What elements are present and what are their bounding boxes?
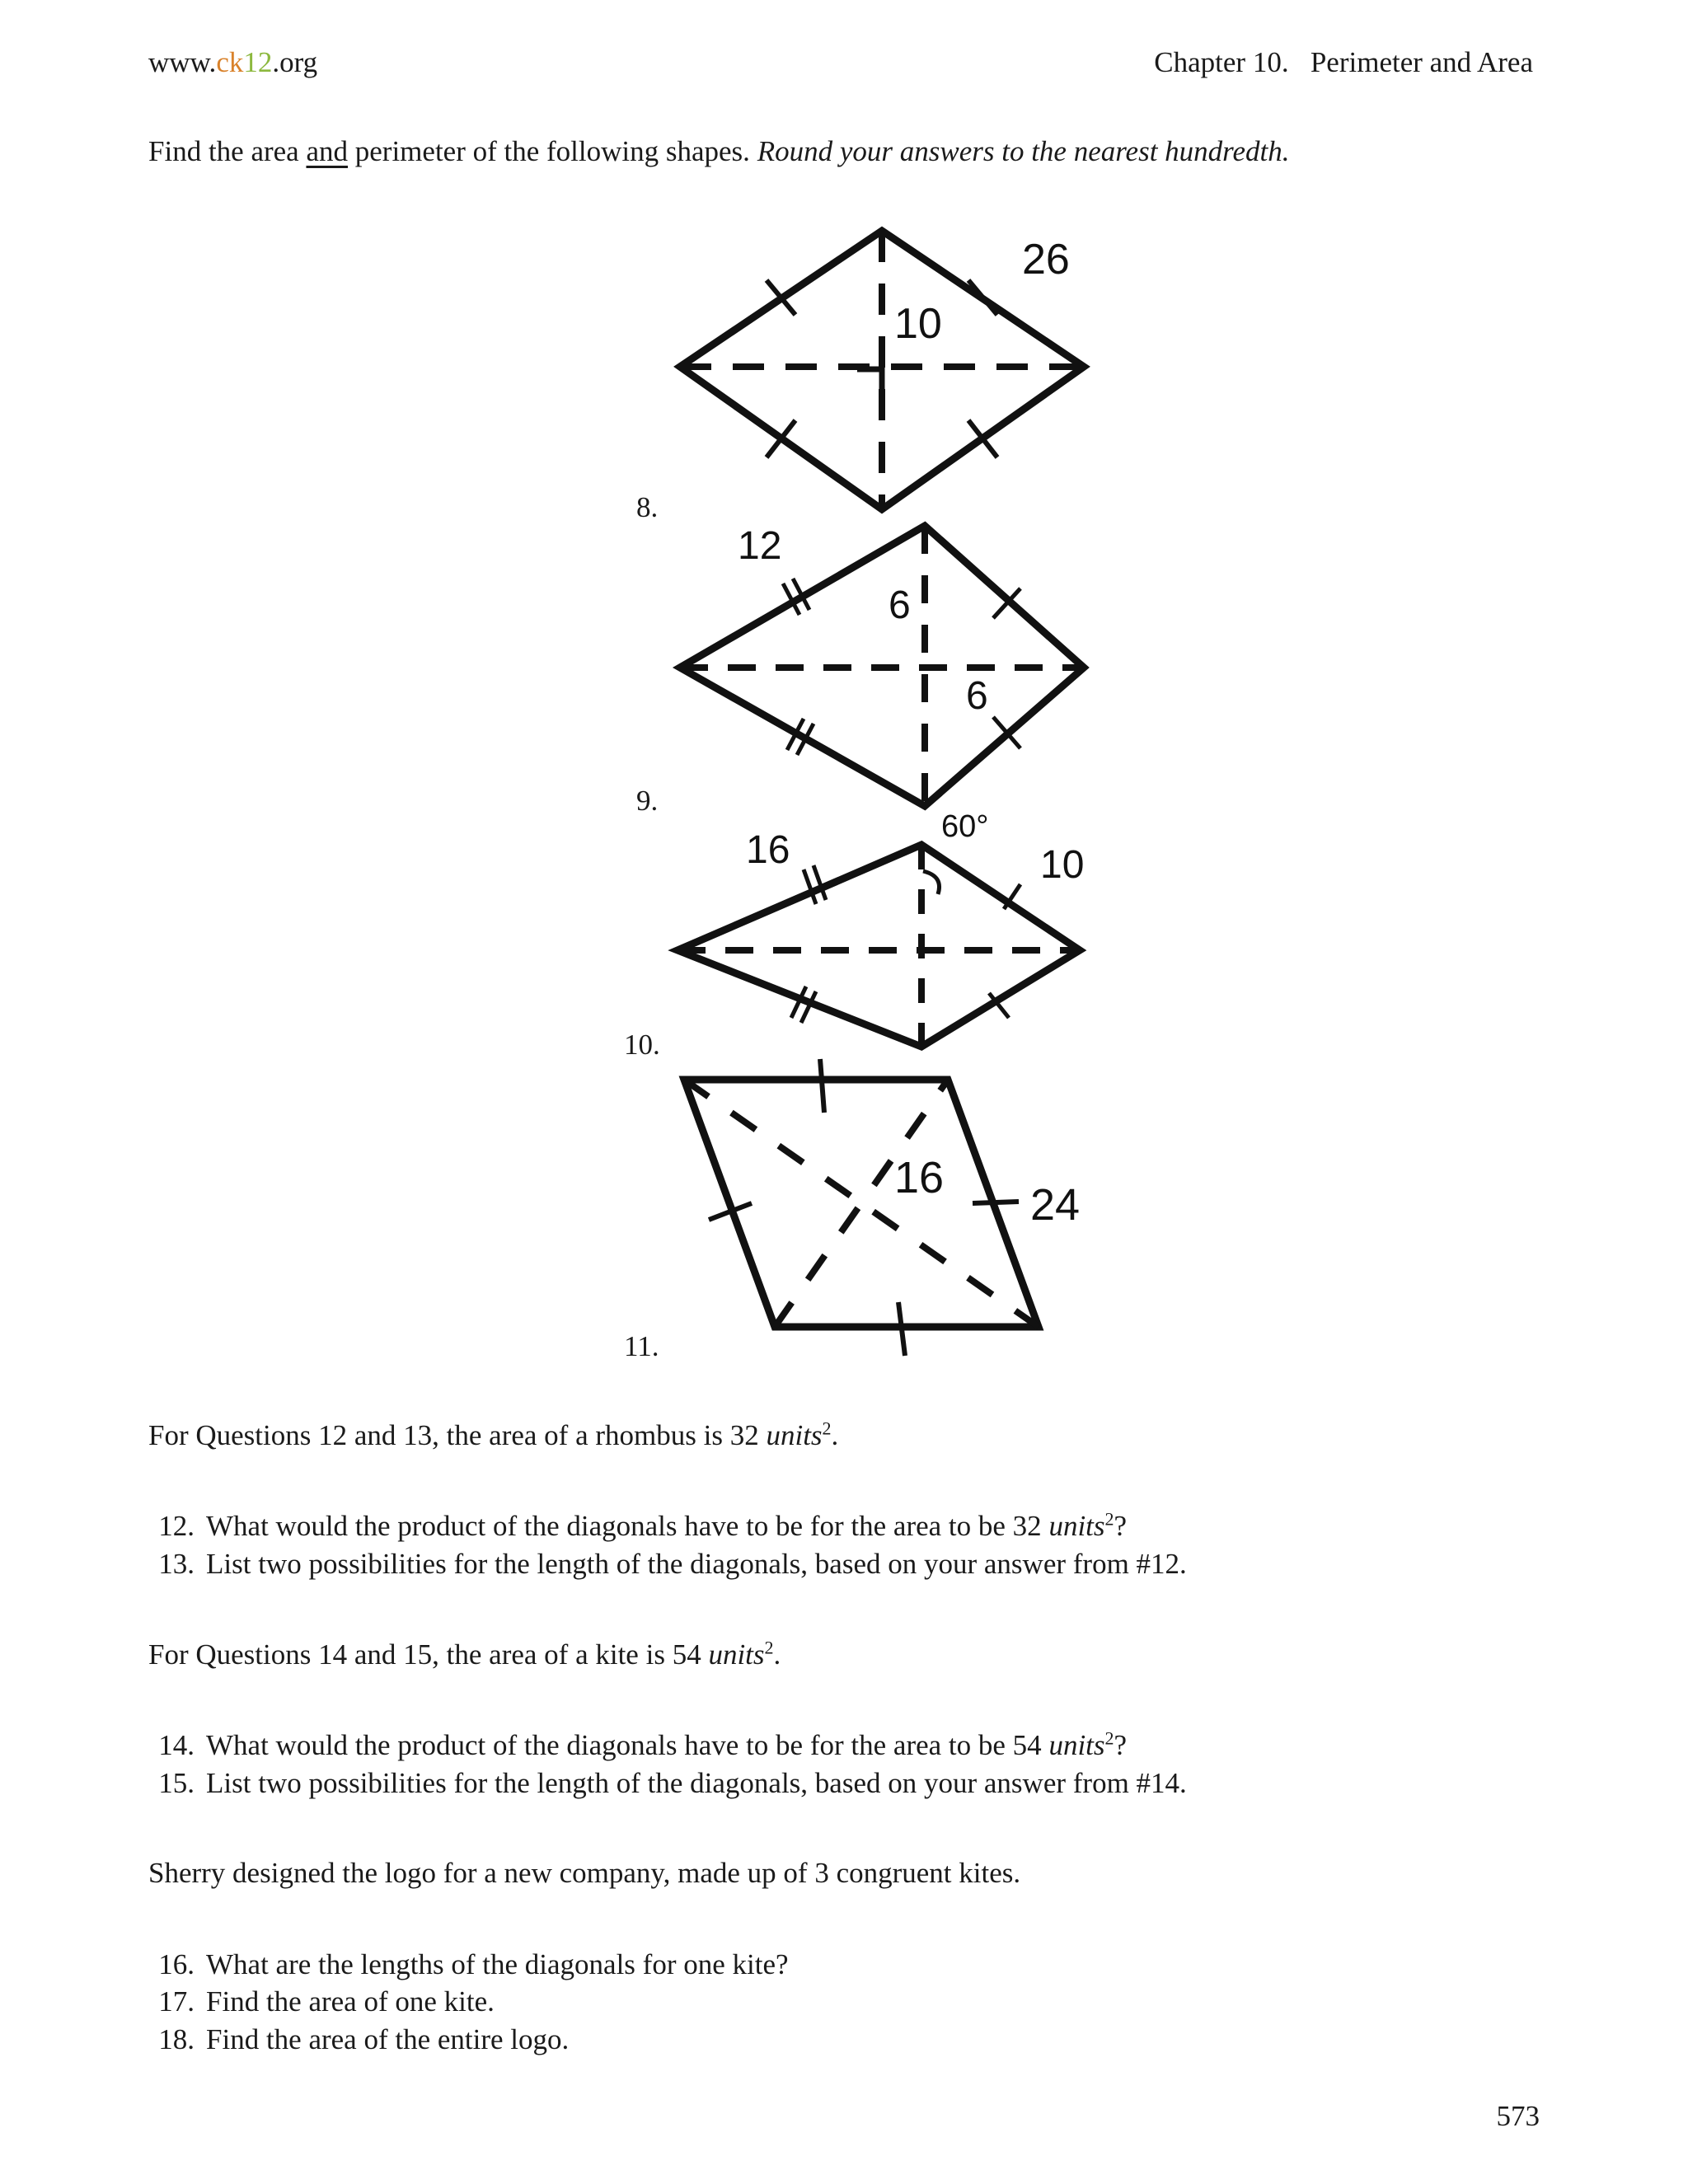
list-item: 16. What are the lengths of the diagonals for one kite? [158,1948,789,1980]
instructions: Find the area and perimeter of the following shapes. Round your answers to the nearest hundredth. [148,135,1290,167]
list-item: 15. List two possibilities for the length of the diagonals, based on your answer from #14. [158,1767,1187,1799]
side-label: 26 [1022,236,1070,284]
rhombus-intro: For Questions 12 and 13, the area of a rhombus is 32 units$^2$. [148,1418,839,1451]
figure-number: 11. [624,1330,659,1362]
list-item: 12. What would the product of the diagonals have to be for the area to be 32 units$^2$? [158,1508,1128,1542]
list-item: 14. What would the product of the diagonals have to be for the area to be 54 units$^2$? [158,1727,1128,1761]
side-label: 12 [738,524,782,568]
diagonal-label: 10 [894,300,942,348]
chapter-title: Chapter 10. Perimeter and Area [1154,46,1533,78]
side-label: 16 [746,828,790,872]
page-number: 573 [1496,2100,1540,2132]
list-item: 17. Find the area of one kite. [158,1985,495,2018]
kite-intro: For Questions 14 and 15, the area of a kite is 54 units$^2$. [148,1637,781,1671]
diagonal-label: 6 [889,583,911,627]
side-label: 10 [1040,843,1085,887]
figure-number: 8. [636,491,659,523]
site-url[interactable]: www.ck12.org [148,46,318,78]
figure-9-kite [659,511,1121,816]
list-item: 13. List two possibilities for the length of the diagonals, based on your answer from #12. [158,1548,1187,1580]
figure-10-kite [659,809,1121,1059]
figure-8-rhombus [659,214,1121,527]
diagonal-label: 6 [966,674,988,718]
list-item: 18. Find the area of the entire logo. [158,2023,570,2055]
angle-label: 60° [941,809,989,844]
figure-number: 9. [636,785,659,817]
logo-intro: Sherry designed the logo for a new company, made up of 3 congruent kites. [148,1857,1021,1889]
figure-11-rhombus [659,1055,1121,1364]
side-label: 24 [1030,1180,1081,1230]
diagonal-label: 16 [894,1153,945,1202]
figure-number: 10. [624,1029,660,1061]
